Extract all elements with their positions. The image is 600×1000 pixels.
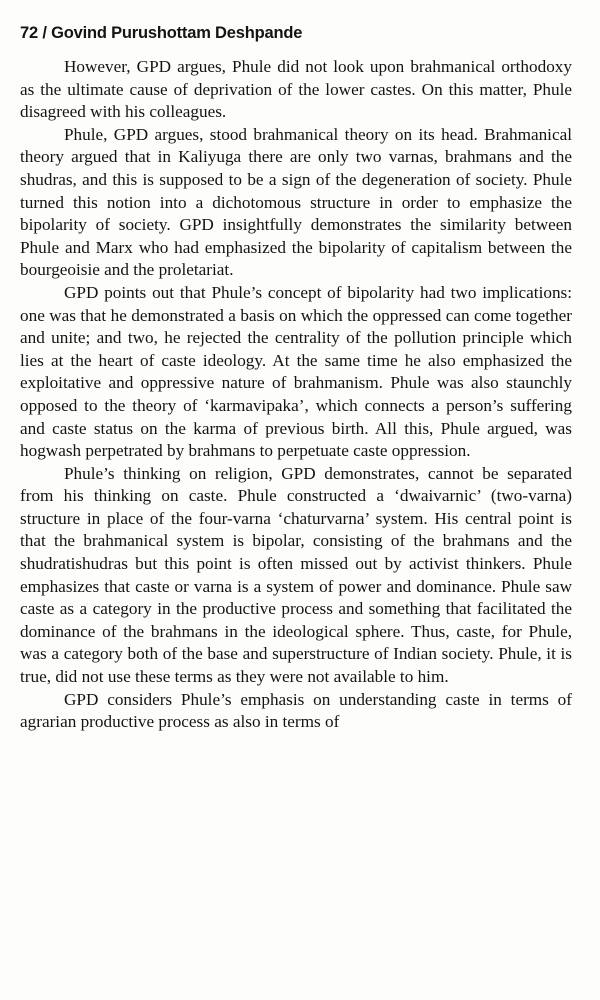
paragraph: GPD considers Phule’s emphasis on understanding caste in terms of agrarian productive process as also in terms of [20, 689, 572, 732]
body-text [20, 56, 572, 734]
paragraph: GPD points out that Phule’s concept of bipolarity had two implications: one was that he demonstrated a basis on which the oppressed can come together and unite; and two, he rejected the centrality of the pollution principle which lies at the heart of caste ideology. At the same time he also emphasized the exploitative and oppressive nature of brahmanism. Phule was also staunchly opposed to the theory of ‘karmavipaka’, which connects a person’s suffering and caste status on the karma of previous birth. All this, Phule argued, was hogwash perpetrated by brahmans to perpetuate caste oppression. [20, 282, 572, 461]
running-head: 72 / Govind Purushottam Deshpande [20, 24, 303, 42]
paragraph: Phule’s thinking on religion, GPD demonstrates, cannot be separated from his thinking on caste. Phule constructed a ‘dwaivarnic’ (two-varna) structure in place of the four-varna ‘chaturvarna’ system. His central point is that the brahmanical system is bipolar, consisting of the brahmans and the shudratishudras but this point is often missed out by activist thinkers. Phule emphasizes that caste or varna is a system of power and dominance. Phule saw caste as a category in the productive process and something that facilitated the dominance of the brahmans in the ideological sphere. Thus, caste, for Phule, was a category both of the base and superstructure of Indian society. Phule, it is true, did not use these terms as they were not available to him. [20, 463, 572, 687]
paragraph: Phule, GPD argues, stood brahmanical theory on its head. Brahmanical theory argued that in Kaliyuga there are only two varnas, brahmans and the shudras, and this is supposed to be a sign of the degeneration of society. Phule turned this notion into a dichotomous structure in order to emphasize the bipolarity of society. GPD insightfully demonstrates the similarity between Phule and Marx who had emphasized the bipolarity of capitalism between the bourgeoisie and the proletariat. [20, 124, 572, 280]
paragraph: However, GPD argues, Phule did not look upon brahmanical orthodoxy as the ultimate cause of deprivation of the lower castes. On this matter, Phule disagreed with his colleagues. [20, 57, 572, 122]
